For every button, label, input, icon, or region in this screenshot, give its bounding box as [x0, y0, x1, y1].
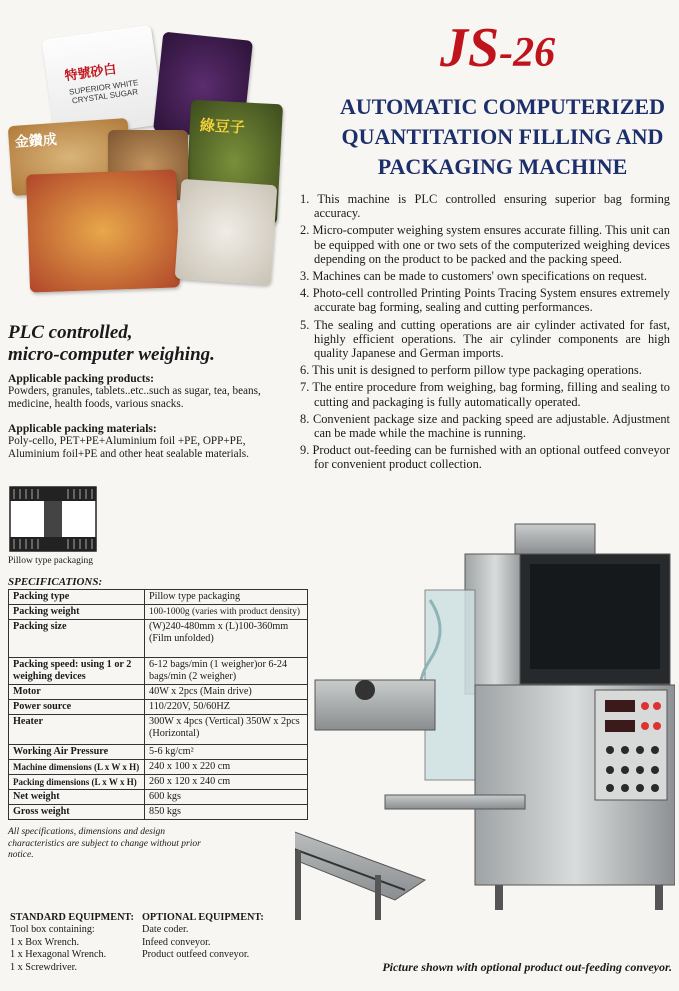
standard-equipment-heading: STANDARD EQUIPMENT:: [10, 912, 134, 923]
table-row: [9, 685, 308, 700]
spec-key: Motor: [9, 685, 145, 700]
sugar-label-cn: 特號砂白: [63, 62, 118, 85]
spec-key: Power source: [9, 700, 145, 715]
optional-equipment-heading: OPTIONAL EQUIPMENT:: [142, 912, 264, 923]
table-row: [9, 590, 308, 605]
title-line-2: QUANTITATION FILLING AND: [341, 124, 664, 149]
applicable-products: [8, 372, 298, 411]
machine-caption: Picture shown with optional product out-feeding conveyor.: [382, 960, 672, 974]
model-suffix: -26: [499, 30, 556, 76]
spec-key: Heater: [9, 715, 145, 745]
specs-title: SPECIFICATIONS:: [8, 576, 103, 588]
product-packages-photo: [8, 22, 286, 290]
spec-key: Net weight: [9, 790, 145, 805]
list-item: Tool box containing:: [10, 924, 95, 936]
specs-note: All specifications, dimensions and design characteristics are subject to change without prior notice.: [8, 827, 201, 860]
pillow-package-diagram: [8, 485, 98, 553]
list-item: Infeed conveyor.: [142, 936, 211, 948]
spec-value: 260 x 120 x 240 cm: [145, 775, 308, 790]
list-item: Date coder.: [142, 924, 189, 936]
tagline: [8, 322, 298, 366]
spec-value: 40W x 2pcs (Main drive): [145, 685, 308, 700]
applicable-materials-heading: Applicable packing materials:: [8, 422, 157, 435]
spec-key: Packing size: [9, 620, 145, 658]
spec-value: Pillow type packaging: [145, 590, 308, 605]
applicable-materials: [8, 422, 298, 461]
feature-item: 6. This unit is designed to perform pillow type packaging operations.: [300, 363, 642, 378]
spec-value: 100-1000g (varies with product density): [145, 605, 308, 620]
table-row: [9, 620, 308, 658]
table-row: [9, 715, 308, 745]
tagline-line-2: micro-computer weighing.: [8, 344, 215, 365]
spec-value: 850 kgs: [145, 805, 308, 820]
table-row: [9, 790, 308, 805]
sugar-label-en: SUPERIOR WHITE CRYSTAL SUGAR: [68, 78, 139, 106]
spec-key: Gross weight: [9, 805, 145, 820]
feature-item: 7. The entire procedure from weighing, bag forming, filling and sealing to cutting and packaging is fully automatically operated.: [300, 380, 670, 409]
spec-key: Packing speed: using 1 or 2 weighing devices: [9, 658, 145, 685]
page-title: [330, 92, 675, 182]
feature-item: 8. Convenient package size and packing speed are adjustable. Adjustment can be made while the machine is running.: [300, 411, 670, 441]
table-row: [9, 605, 308, 620]
applicable-products-heading: Applicable packing products:: [8, 372, 155, 385]
applicable-products-text: Powders, granules, tablets..etc..such as sugar, tea, beans, medicine, health foods, various snacks.: [8, 385, 261, 410]
feature-item: 2. Micro-computer weighing system ensures accurate filling. This unit can be equipped with one or two sets of the computerized weighing devices depending on the product to be packed and the packing speed.: [300, 223, 670, 266]
spec-key: Packing type: [9, 590, 145, 605]
table-row: [9, 658, 308, 685]
spec-key: Machine dimensions (L x W x H): [9, 760, 145, 775]
spec-value: 5-6 kg/cm²: [145, 745, 308, 760]
model-number: [440, 18, 660, 78]
table-row: [9, 760, 308, 775]
spec-value: 6-12 bags/min (1 weigher)or 6-24 bags/min (2 weigher): [145, 658, 308, 685]
specs-table: [8, 589, 308, 820]
spec-value: 110/220V, 50/60HZ: [145, 700, 308, 715]
feature-item: 4. Photo-cell controlled Printing Points Tracing System ensures extremely accurate bag forming, sealing and cutting performances.: [300, 286, 670, 315]
list-item: Product outfeed conveyor.: [142, 949, 250, 961]
title-line-1: AUTOMATIC COMPUTERIZED: [340, 94, 665, 119]
spec-value: 600 kgs: [145, 790, 308, 805]
mungbean-label: 綠豆子: [199, 116, 246, 137]
feature-list: [300, 192, 670, 475]
spec-key: Working Air Pressure: [9, 745, 145, 760]
feature-item: 1. This machine is PLC controlled ensuring superior bag forming accuracy.: [300, 192, 670, 221]
list-item: 1 x Hexagonal Wrench.: [10, 949, 107, 961]
feature-item: 9. Product out-feeding can be furnished with an optional outfeed conveyor for convenient product collection.: [300, 443, 670, 472]
feature-item: 3. Machines can be made to customers' own specifications on request.: [300, 269, 648, 284]
tagline-line-1: PLC controlled,: [8, 322, 133, 343]
optional-equipment: [142, 912, 264, 962]
table-row: [9, 745, 308, 760]
title-line-3: PACKAGING MACHINE: [377, 154, 628, 179]
machine-photo: [295, 520, 675, 920]
spec-value: 300W x 4pcs (Vertical) 350W x 2pcs (Horizontal): [145, 715, 308, 745]
table-row: [9, 700, 308, 715]
spec-key: Packing weight: [9, 605, 145, 620]
list-item: 1 x Box Wrench.: [10, 936, 80, 948]
standard-equipment: [10, 912, 134, 974]
feature-item: 5. The sealing and cutting operations are air cylinder activated for fast, highly efficient operations. The air cylinder components are high quality Japanese and German imports.: [300, 317, 670, 361]
list-item: 1 x Screwdriver.: [10, 961, 78, 973]
table-row: [9, 805, 308, 820]
spec-value: 240 x 100 x 220 cm: [145, 760, 308, 775]
peanut-label: 金鑽成: [14, 131, 58, 151]
applicable-materials-text: Poly-cello, PET+PE+Aluminium foil +PE, OPP+PE, Aluminium foil+PE and other heat sealable materials.: [8, 435, 249, 460]
model-prefix: JS: [440, 17, 500, 79]
spec-key: Packing dimensions (L x W x H): [9, 775, 145, 790]
table-row: [9, 775, 308, 790]
pillow-caption: Pillow type packaging: [8, 556, 93, 566]
spec-value: (W)240-480mm x (L)100-360mm (Film unfolded): [145, 620, 308, 658]
